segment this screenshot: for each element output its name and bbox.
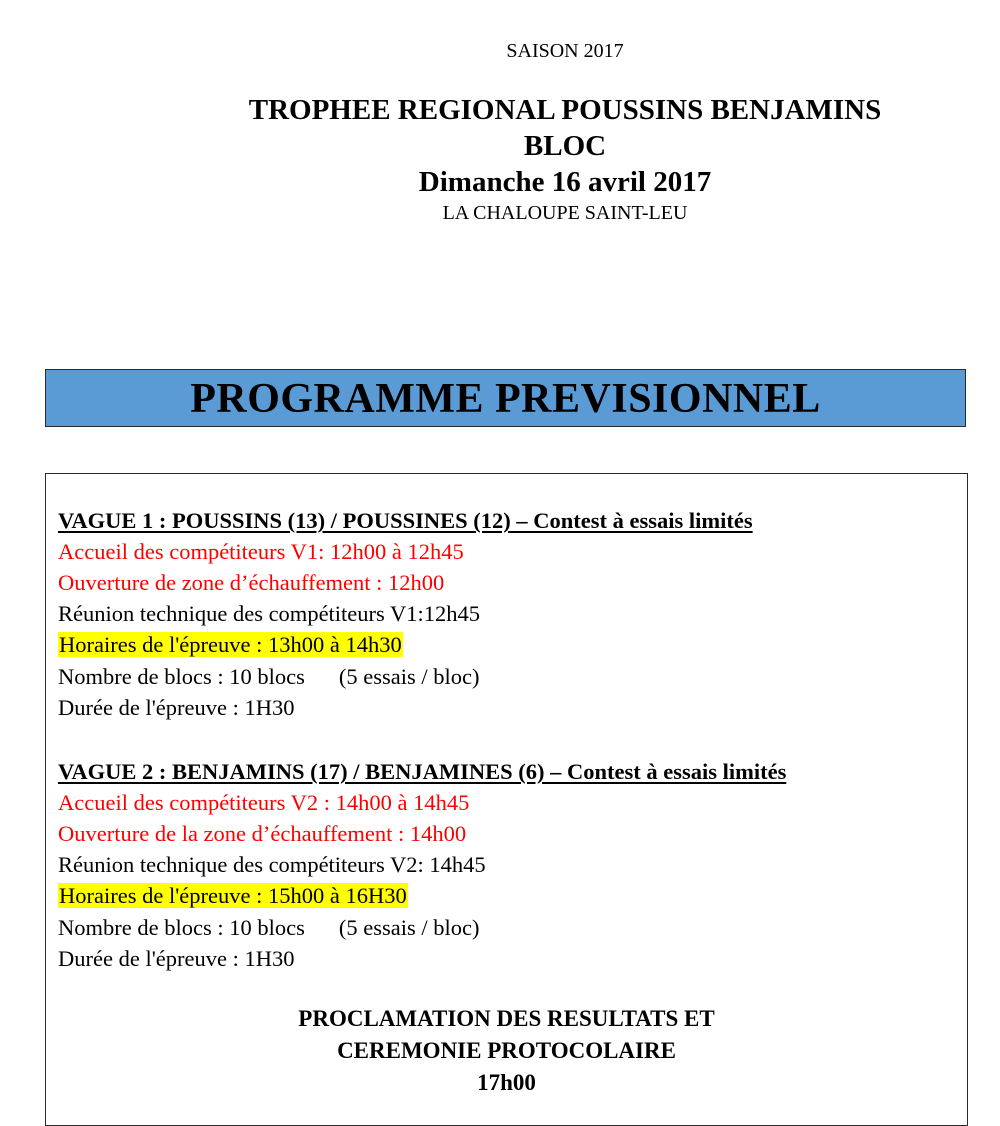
wave1-warmup: Ouverture de zone d’échauffement : 12h00	[58, 570, 445, 595]
closing-line1: PROCLAMATION DES RESULTATS ET	[298, 1006, 715, 1031]
wave2-attempts: (5 essais / bloc)	[338, 915, 480, 940]
wave1-blocks-row	[58, 661, 479, 692]
wave1-schedule-row	[58, 629, 403, 660]
wave2-blocks: Nombre de blocs : 10 blocs	[58, 915, 305, 940]
wave1-attempts: (5 essais / bloc)	[338, 664, 480, 689]
closing-time: 17h00	[477, 1070, 536, 1095]
wave1-reception: Accueil des compétiteurs V1: 12h00 à 12h45	[58, 539, 464, 564]
wave1-title: VAGUE 1 : POUSSINS (13) / POUSSINES (12) – Contest à essais limités	[58, 508, 753, 533]
closing-line2: CEREMONIE PROTOCOLAIRE	[337, 1038, 676, 1063]
wave1-schedule: Horaires de l'épreuve : 13h00 à 14h30	[59, 632, 402, 657]
event-title-line1: TROPHEE REGIONAL POUSSINS BENJAMINS	[248, 94, 882, 126]
wave2-schedule-row	[58, 880, 408, 911]
season-label: SAISON 2017	[506, 40, 624, 62]
programme-title: PROGRAMME PREVISIONNEL	[190, 376, 821, 422]
wave2-warmup: Ouverture de la zone d’échauffement : 14h00	[58, 821, 467, 846]
wave1-blocks: Nombre de blocs : 10 blocs	[58, 664, 305, 689]
programme-banner	[45, 369, 966, 427]
event-title-line2: BLOC	[523, 130, 607, 162]
event-date: Dimanche 16 avril 2017	[418, 166, 712, 198]
event-location: LA CHALOUPE SAINT-LEU	[442, 202, 688, 224]
wave1-duration: Durée de l'épreuve : 1H30	[58, 695, 295, 720]
wave2-meeting: Réunion technique des compétiteurs V2: 14h45	[58, 852, 486, 877]
wave1-meeting: Réunion technique des compétiteurs V1:12h45	[58, 601, 481, 626]
wave2-reception: Accueil des compétiteurs V2 : 14h00 à 14h45	[58, 790, 470, 815]
wave2-schedule: Horaires de l'épreuve : 15h00 à 16H30	[59, 883, 407, 908]
wave2-title: VAGUE 2 : BENJAMINS (17) / BENJAMINES (6) – Contest à essais limités	[58, 759, 787, 784]
wave2-duration: Durée de l'épreuve : 1H30	[58, 946, 295, 971]
wave2-blocks-row	[58, 912, 479, 943]
